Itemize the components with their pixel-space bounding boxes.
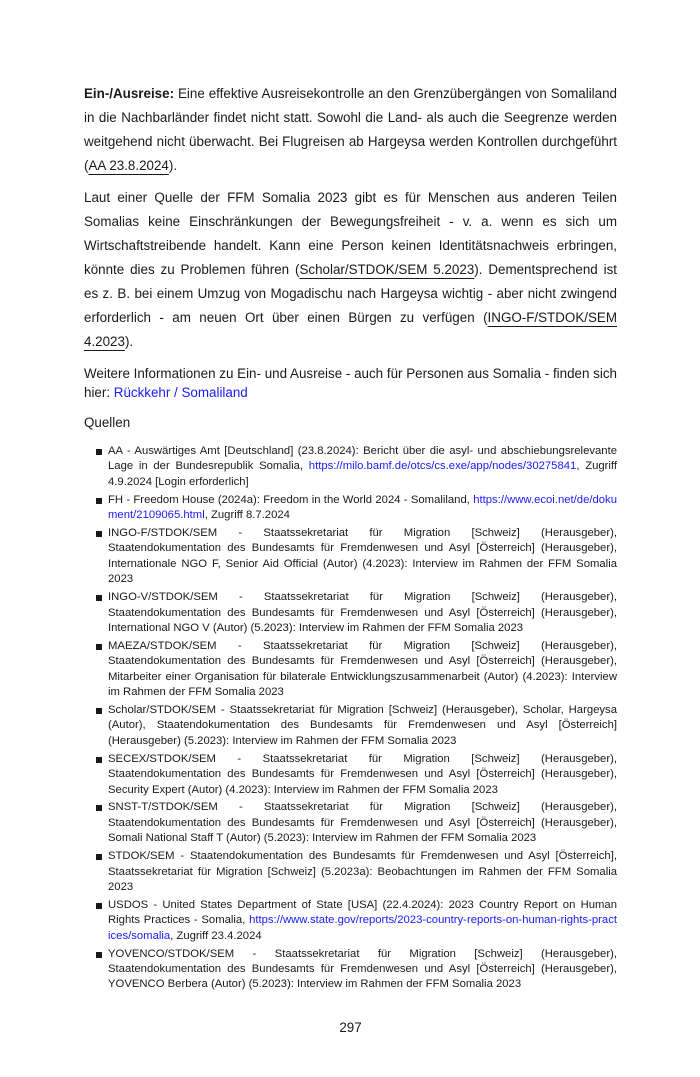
paragraph-text: Weitere Informationen zu Ein- und Ausreise - auch für Personen aus Somalia - finden sich hier: xyxy=(84,366,617,400)
paragraph-text: ). Dementsprechend ist es z. B. bei einem Umzug von Mogadischu nach Hargeysa wichtig - aber nicht zwingend erforderlich - am neuen Ort über einen Bürgen zu verfügen ( xyxy=(84,262,618,325)
citation-link[interactable]: AA 23.8.2024 xyxy=(88,158,169,173)
source-text: , Zugriff 23.4.2024 xyxy=(170,929,262,942)
source-url-link[interactable]: https://www.state.gov/reports/2023-country-reports-on-human-rights-practices/somalia xyxy=(108,914,617,942)
source-url-link[interactable]: https://milo.bamf.de/otcs/cs.exe/app/nodes/30275841 xyxy=(308,460,577,473)
source-item xyxy=(108,703,617,749)
paragraph-ein-ausreise xyxy=(84,82,617,178)
source-item xyxy=(108,526,617,588)
source-text: FH - Freedom House (2024a): Freedom in the World 2024 - Somaliland, xyxy=(108,493,474,506)
page-number: 297 xyxy=(339,1020,362,1036)
paragraph-text: Eine effektive Ausreisekontrolle an den Grenzübergängen von Somaliland in die Nachbarländer findet nicht statt. Sowohl die Land- als auch die Seegrenze werden weitgehend nicht überwacht. Bei Flugreisen ab Hargeysa werden Kontrollen durchgeführt ( xyxy=(84,86,617,173)
source-item xyxy=(108,639,617,701)
source-text: AA - Auswärtiges Amt [Deutschland] (23.8.2024): Bericht über die asyl- und abschiebungsrelevante Lage in der Bundesrepublik Somalia, xyxy=(108,445,617,473)
citation-link[interactable]: Scholar/STDOK/SEM 5.2023 xyxy=(299,262,475,277)
sources-list xyxy=(108,444,617,995)
paragraph-text: ). xyxy=(124,334,134,349)
source-text: INGO-F/STDOK/SEM - Staatssekretariat für Migration [Schweiz] (Herausgeber), Staatendokumentation des Bundesamts für Fremdenwesen und Asyl [Österreich] (Herausgeber), Internationale NGO F, Senior Aid Official (Autor) (4.2023): Interview im Rahmen der FFM Somalia 2023 xyxy=(108,527,617,586)
paragraph-label: Ein-/Ausreise: xyxy=(84,86,175,101)
source-item xyxy=(108,444,617,490)
source-item xyxy=(108,898,617,944)
paragraph-movement xyxy=(84,186,617,354)
rueckkehr-somaliland-link[interactable]: Rückkehr / Somaliland xyxy=(113,385,248,400)
source-item xyxy=(108,800,617,846)
source-item xyxy=(108,590,617,636)
source-text: MAEZA/STDOK/SEM - Staatssekretariat für Migration [Schweiz] (Herausgeber), Staatendokumentation des Bundesamts für Fremdenwesen und Asyl [Österreich] (Herausgeber), Mitarbeiter einer Organisation für bilaterale Entwicklungszusammenarbeit (Autor) (4.2023): Interview im Rahmen der FFM Somalia 2023 xyxy=(108,639,617,699)
source-item xyxy=(108,849,617,895)
paragraph-further-info xyxy=(84,364,617,402)
source-text: , Zugriff 4.9.2024 [Login erforderlich] xyxy=(108,460,617,488)
source-item xyxy=(108,493,617,524)
citation-link[interactable]: INGO-F/STDOK/SEM 4.2023 xyxy=(84,310,617,349)
source-text: , Zugriff 8.7.2024 xyxy=(204,509,290,522)
source-text: INGO-V/STDOK/SEM - Staatssekretariat für Migration [Schweiz] (Herausgeber), Staatendokumentation des Bundesamts für Fremdenwesen und Asyl [Österreich] (Herausgeber), International NGO V (Autor) (5.2023): Interview im Rahmen der FFM Somalia 2023 xyxy=(108,591,617,634)
paragraph-text: ). xyxy=(168,158,178,173)
source-text: YOVENCO/STDOK/SEM - Staatssekretariat für Migration [Schweiz] (Herausgeber), Staatendokumentation des Bundesamts für Fremdenwesen und Asyl [Österreich] (Herausgeber), YOVENCO Berbera (Autor) (5.2023): Interview im Rahmen der FFM Somalia 2023 xyxy=(108,947,617,991)
source-text: SECEX/STDOK/SEM - Staatssekretariat für Migration [Schweiz] (Herausgeber), Staatendokumentation des Bundesamts für Fremdenwesen und Asyl [Österreich] (Herausgeber), Security Expert (Autor) (4.2023): Interview im Rahmen der FFM Somalia 2023 xyxy=(108,752,617,796)
source-item xyxy=(108,752,617,798)
source-text: SNST-T/STDOK/SEM - Staatssekretariat für Migration [Schweiz] (Herausgeber), Staatendokumentation des Bundesamts für Fremdenwesen und Asyl [Österreich] (Herausgeber), Somali National Staff T (Autor) (5.2023): Interview im Rahmen der FFM Somalia 2023 xyxy=(108,801,617,845)
sources-heading: Quellen xyxy=(84,415,131,430)
paragraph-text: Laut einer Quelle der FFM Somalia 2023 gibt es für Menschen aus anderen Teilen Somalias keine Einschränkungen der Bewegungsfreiheit - v. a. wenn es sich um Wirtschaftstreibende handelt. Kann eine Person keinen Identitätsnachweis erbringen, könnte dies zu Problemen führen ( xyxy=(84,190,617,277)
source-url-link[interactable]: https://www.ecoi.net/de/dokument/2109065.html xyxy=(108,493,617,522)
source-item xyxy=(108,947,617,993)
source-text: STDOK/SEM - Staatendokumentation des Bundesamts für Fremdenwesen und Asyl [Österreich], Staatssekretariat für Migration [Schweiz] (5.2023a): Beobachtungen im Rahmen der FFM Somalia 2023 xyxy=(108,850,617,893)
source-text: USDOS - United States Department of State [USA] (22.4.2024): 2023 Country Report on Human Rights Practices - Somalia, xyxy=(108,898,617,927)
source-text: Scholar/STDOK/SEM - Staatssekretariat für Migration [Schweiz] (Herausgeber), Scholar, Hargeysa (Autor), Staatendokumentation des Bundesamts für Fremdenwesen und Asyl [Österreich] (Herausgeber) (5.2023): Interview im Rahmen der FFM Somalia 2023 xyxy=(108,704,617,747)
